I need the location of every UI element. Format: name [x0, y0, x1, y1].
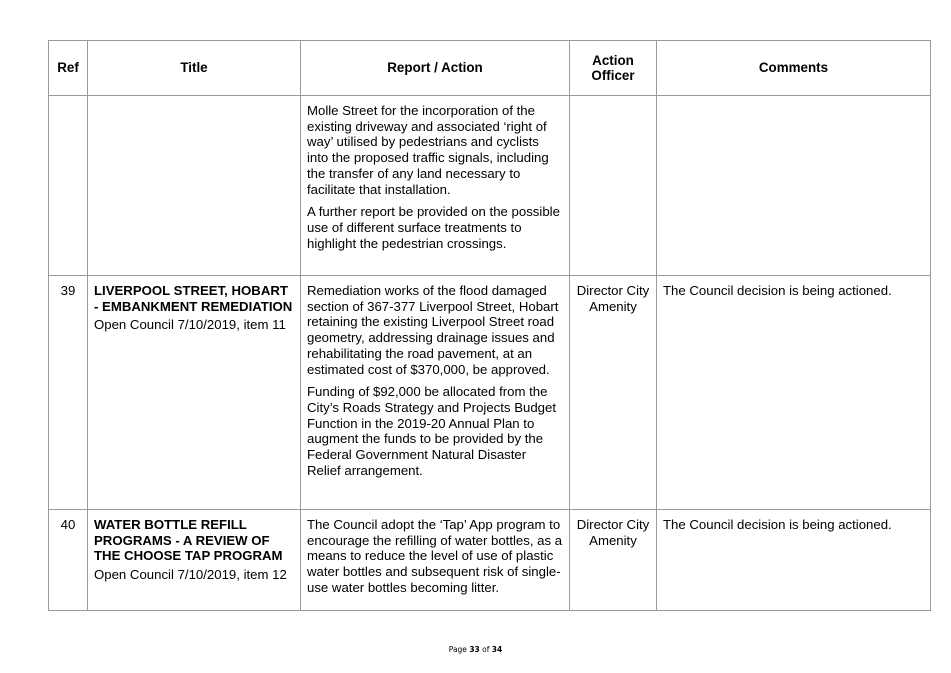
- ref-text: [49, 96, 87, 109]
- action-officer-text: [570, 96, 656, 109]
- header-title: Title: [88, 41, 301, 96]
- ref-text: 39: [60, 283, 76, 298]
- table-row: [49, 96, 931, 276]
- header-action-officer: [570, 41, 657, 96]
- item-title: LIVERPOOL STREET, HOBART - EMBANKMENT REMEDIATION: [94, 283, 293, 314]
- report-paragraph: The Council adopt the ‘Tap’ App program to encourage the refilling of water bottles, as a means to reduce the level of use of plastic water bottles and subsequent risk of single-use water bottles becoming litter.: [307, 517, 563, 595]
- page-of-label: of: [482, 645, 490, 654]
- table-row: [49, 276, 931, 510]
- comments-text: The Council decision is being actioned.: [663, 283, 892, 298]
- meeting-reference: Open Council 7/10/2019, item 11: [94, 317, 286, 333]
- report-paragraph: Molle Street for the incorporation of the existing driveway and associated ‘right of way’ utilised by pedestrians and cyclists into the proposed traffic signals, including the transfer of any land necessary to facilitate that installation.: [307, 103, 549, 197]
- comments-cell: [657, 276, 931, 510]
- header-action-officer-line2: Officer: [591, 68, 635, 83]
- ref-cell: [49, 510, 88, 611]
- action-officer-cell: [570, 510, 657, 611]
- council-decisions-table: [48, 40, 931, 611]
- header-ref: Ref: [49, 41, 88, 96]
- page-label: Page: [448, 645, 467, 654]
- comments-cell: [657, 96, 931, 276]
- action-officer-cell: [570, 96, 657, 276]
- title-cell: [88, 510, 301, 611]
- action-officer-text: Director City Amenity: [576, 517, 650, 548]
- comments-cell: [657, 510, 931, 611]
- report-action-cell: [301, 276, 570, 510]
- action-officer-text: Director City Amenity: [576, 283, 650, 314]
- report-paragraph: Funding of $92,000 be allocated from the City’s Roads Strategy and Projects Budget Function in the 2019-20 Annual Plan to augment the funds to be provided by the Federal Government Natural Disaster Relief arrangement.: [307, 384, 556, 478]
- ref-cell: [49, 276, 88, 510]
- comments-text: The Council decision is being actioned.: [663, 517, 892, 532]
- report-action-cell: [301, 510, 570, 611]
- page-total-number: 34: [491, 645, 503, 654]
- report-paragraph: A further report be provided on the possible use of different surface treatments to highlight the pedestrian crossings.: [307, 204, 560, 251]
- item-title: WATER BOTTLE REFILL PROGRAMS - A REVIEW OF THE CHOOSE TAP PROGRAM: [94, 517, 283, 564]
- title-cell: [88, 96, 301, 276]
- meeting-reference: Open Council 7/10/2019, item 12: [94, 567, 287, 583]
- page-current-number: 33: [469, 645, 480, 654]
- title-cell: [88, 276, 301, 510]
- header-action-officer-line1: Action: [592, 52, 634, 68]
- page-footer: [0, 645, 951, 654]
- header-comments: Comments: [657, 41, 931, 96]
- action-officer-cell: [570, 276, 657, 510]
- report-paragraph: Remediation works of the flood damaged section of 367-377 Liverpool Street, Hobart retaining the existing Liverpool Street road geometry, addressing drainage issues and rehabilitating the road pavement, at an estimated cost of $370,000, be approved.: [307, 283, 559, 377]
- ref-cell: [49, 96, 88, 276]
- report-action-cell: [301, 96, 570, 276]
- ref-text: 40: [60, 517, 76, 532]
- table-row: [49, 510, 931, 611]
- table-header-row: [49, 41, 931, 96]
- header-report-action: Report / Action: [301, 41, 570, 96]
- comments-text: [657, 96, 930, 109]
